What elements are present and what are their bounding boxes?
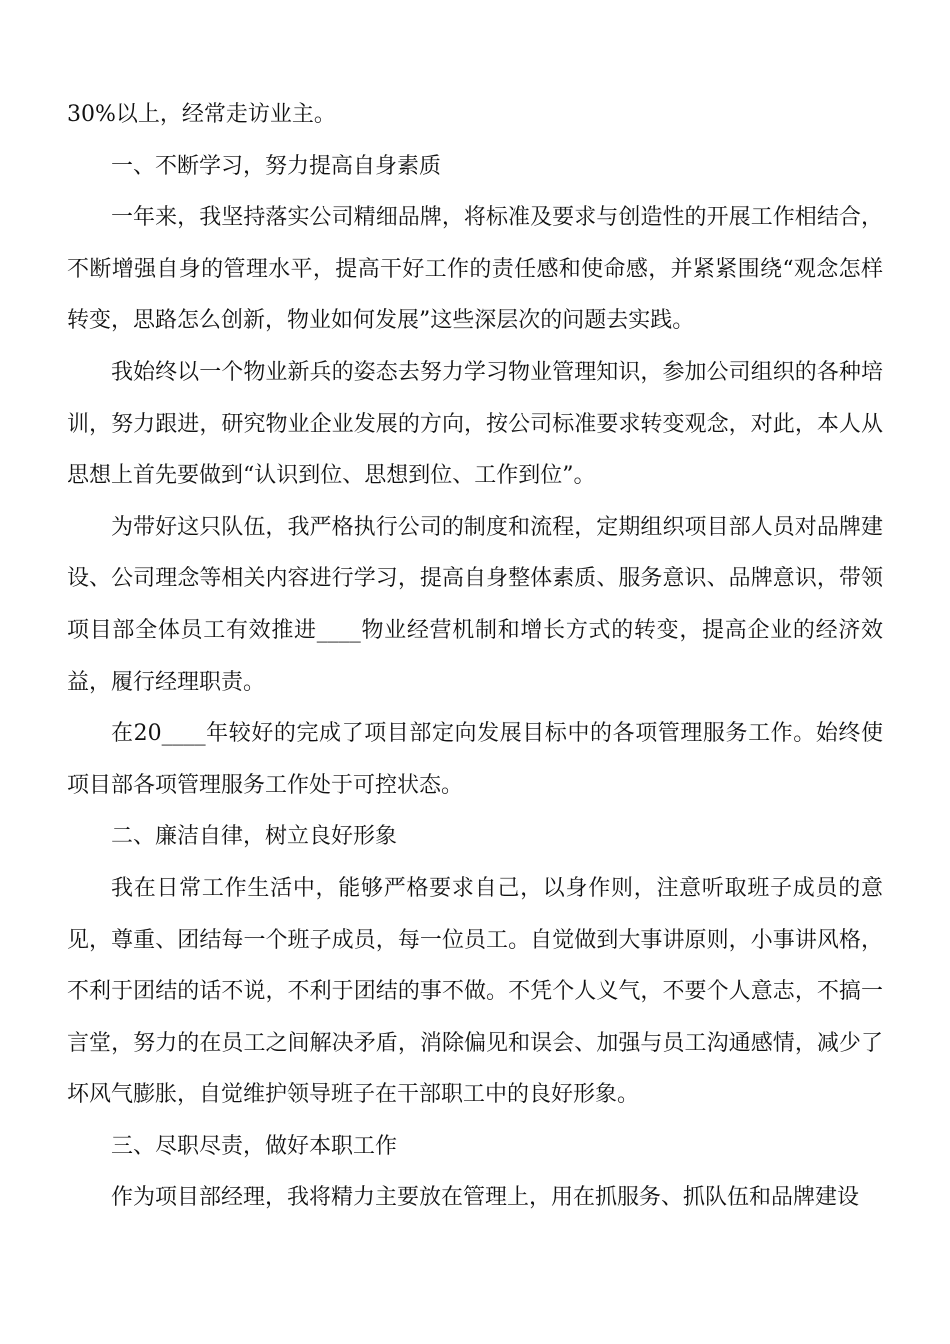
document-body: [67, 89, 883, 1224]
paragraph: 我始终以一个物业新兵的姿态去努力学习物业管理知识，参加公司组织的各种培训，努力跟进，研究物业企业发展的方向，按公司标准要求转变观念，对此，本人从思想上首先要做到“认识到位、思想到位、工作到位”。: [67, 359, 883, 489]
paragraph: 作为项目部经理，我将精力主要放在管理上，用在抓服务、抓队伍和品牌建设: [111, 1185, 860, 1211]
section-heading-1: 一、不断学习，努力提高自身素质: [111, 153, 442, 179]
paragraph-continuation: 30%以上，经常走访业主。: [67, 102, 336, 127]
paragraph: 在20____年较好的完成了项目部定向发展目标中的各项管理服务工作。始终使项目部各项管理服务工作处于可控状态。: [67, 721, 883, 798]
paragraph: 一年来，我坚持落实公司精细品牌，将标准及要求与创造性的开展工作相结合，不断增强自身的管理水平，提高干好工作的责任感和使命感，并紧紧围绕“观念怎样转变，思路怎么创新，物业如何发展”这些深层次的问题去实践。: [67, 205, 883, 334]
section-heading-2: 二、廉洁自律，树立良好形象: [111, 824, 398, 850]
paragraph: 我在日常工作生活中，能够严格要求自己，以身作则，注意听取班子成员的意见，尊重、团结每一个班子成员，每一位员工。自觉做到大事讲原则，小事讲风格，不利于团结的话不说，不利于团结的事不做。不凭个人义气，不要个人意志，不搞一言堂，努力的在员工之间解决矛盾，消除偏见和误会、加强与员工沟通感情，减少了坏风气膨胀，自觉维护领导班子在干部职工中的良好形象。: [67, 875, 883, 1108]
section-heading-3: 三、尽职尽责，做好本职工作: [111, 1133, 398, 1159]
paragraph: 为带好这只队伍，我严格执行公司的制度和流程，定期组织项目部人员对品牌建设、公司理念等相关内容进行学习，提高自身整体素质、服务意识、品牌意识，带领项目部全体员工有效推进____物业经营机制和增长方式的转变，提高企业的经济效益，履行经理职责。: [67, 514, 883, 695]
